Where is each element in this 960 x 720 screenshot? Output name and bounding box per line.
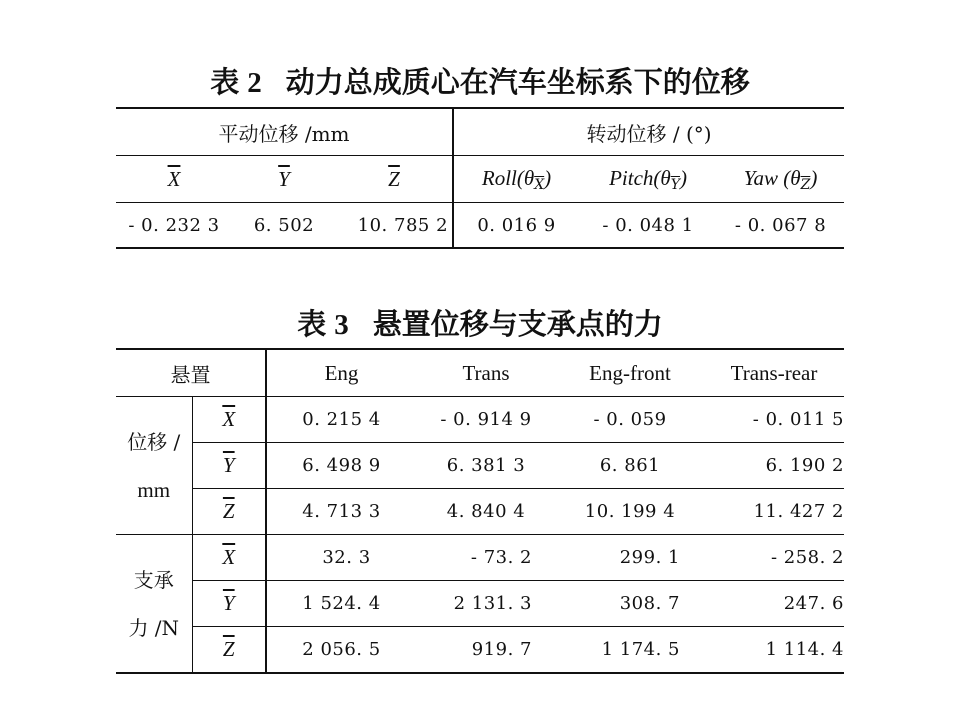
table3-cell: 919. 7 — [471, 639, 532, 660]
table3-row — [116, 489, 844, 535]
table3-cell: 4. 840 4 — [416, 489, 556, 535]
table3-cell: 6. 861 — [556, 443, 704, 489]
table3-group-displacement: 位移 / mm — [116, 397, 192, 535]
table3-row — [116, 397, 844, 443]
table3 — [116, 348, 844, 674]
table3-cell: - 0. 059 — [556, 397, 704, 443]
table3-cell: 10. 199 4 — [556, 489, 704, 535]
table2-caption-number: 2 — [247, 67, 262, 99]
table3-col-eng: Eng — [266, 349, 416, 397]
table2-group-translation: 平动位移 /mm — [116, 108, 453, 156]
table2-col-pitch: $Pitch(\theta\overline{Y})$ — [579, 156, 717, 203]
table3-cell: 32. 3 — [266, 535, 416, 581]
table3-cell: 4. 713 3 — [266, 489, 416, 535]
table3-axis-z: $\overline{Z}$ — [192, 489, 266, 535]
table2-col-roll: $Roll(\theta\overline{X})$ — [453, 156, 579, 203]
table2-cell: - 0. 048 1 — [602, 214, 694, 236]
table3-caption-prefix: 表 — [297, 307, 327, 341]
table3-axis-y: $\overline{Y}$ — [192, 443, 266, 489]
table2-col-y: $\overline{Y}$ — [232, 156, 336, 203]
table3-cell: - 0. 011 5 — [704, 397, 844, 443]
table3-cell: 1 174. 5 — [601, 639, 680, 660]
table3-cell: 1 114. 4 — [765, 639, 844, 660]
table3-cell: - 0. 914 9 — [416, 397, 556, 443]
table3-cell: 1 524. 4 — [266, 581, 416, 627]
table2-col-z: $\overline{Z}$ — [336, 156, 453, 203]
table3-axis-y: $\overline{Y}$ — [192, 581, 266, 627]
table3-cell: 6. 498 9 — [266, 443, 416, 489]
table3-cell: 6. 190 2 — [704, 443, 844, 489]
table2-caption-text: 动力总成质心在汽车坐标系下的位移 — [285, 65, 750, 99]
table2-col-x: $\overline{X}$ — [116, 156, 232, 203]
table3-row — [116, 627, 844, 674]
table2-group-header-row — [116, 108, 844, 156]
table3-caption-text: 悬置位移与支承点的力 — [372, 307, 663, 341]
table3-caption-number: 3 — [334, 309, 349, 341]
table3-col-eng-front: Eng-front — [556, 349, 704, 397]
table3-row — [116, 535, 844, 581]
table3-caption — [116, 302, 844, 343]
table2-cell: 0. 016 9 — [477, 214, 556, 236]
table3-cell: 11. 427 2 — [704, 489, 844, 535]
table3-cell: 2 056. 5 — [302, 639, 381, 660]
table2-column-header-row — [116, 156, 844, 203]
table3-axis-x: $\overline{X}$ — [192, 397, 266, 443]
table3-cell: - 258. 2 — [704, 535, 844, 581]
table3-cell: 299. 1 — [556, 535, 704, 581]
table3-cell: 0. 215 4 — [266, 397, 416, 443]
table2-cell: 6. 502 — [253, 214, 315, 236]
table3-cell: 308. 7 — [556, 581, 704, 627]
table2-cell: - 0. 232 3 — [128, 214, 220, 236]
table3-cell: 2 131. 3 — [416, 581, 556, 627]
table3-col-trans: Trans — [416, 349, 556, 397]
table3-row — [116, 443, 844, 489]
table2-caption — [116, 60, 844, 101]
table2-cell: 10. 785 2 — [336, 203, 453, 249]
table3-cell: - 73. 2 — [416, 535, 556, 581]
table3-group-force: 支承 力 /N — [128, 567, 180, 640]
table2-caption-prefix: 表 — [210, 65, 240, 99]
table3-axis-x: $\overline{X}$ — [192, 535, 266, 581]
table3-row — [116, 581, 844, 627]
table2-col-yaw: Yaw $(\theta\overline{Z})$ — [717, 156, 844, 203]
table2-cell: - 0. 067 8 — [734, 214, 827, 236]
table3-cell: 6. 381 3 — [416, 443, 556, 489]
table3-cell: 247. 6 — [704, 581, 844, 627]
table2-group-rotation: 转动位移 / (°) — [586, 121, 712, 146]
table3-header-row — [116, 349, 844, 397]
table3-header-mount: 悬置 — [116, 349, 266, 397]
table3-axis-z: $\overline{Z}$ — [192, 627, 266, 674]
table2-row — [116, 203, 844, 249]
table3-col-trans-rear: Trans-rear — [704, 349, 844, 397]
table2 — [116, 107, 844, 249]
